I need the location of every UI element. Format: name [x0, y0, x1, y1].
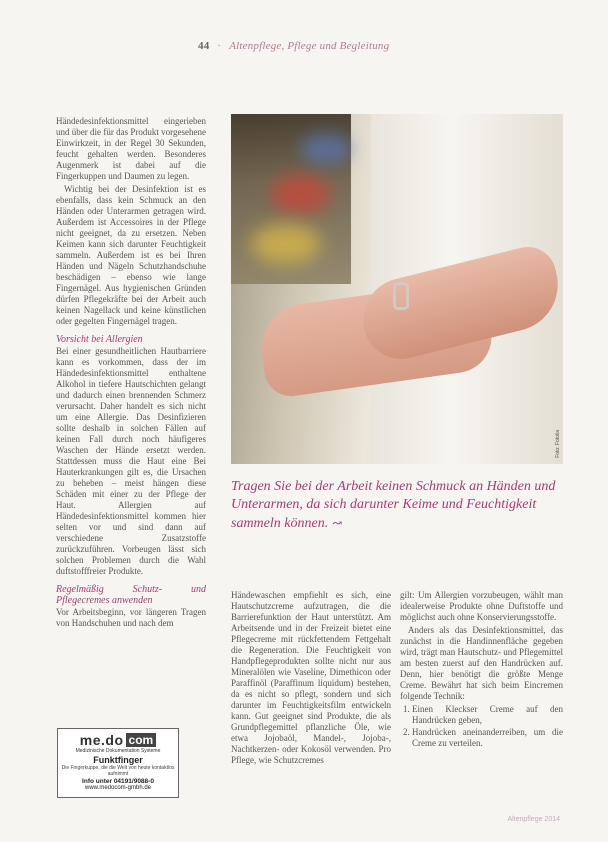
paragraph: Vor Arbeitsbeginn, vor längeren Tragen von Handschuhen und nach dem [56, 607, 206, 628]
list-item: 2. Handrücken aneinanderreiben, um die Creme zu verteilen. [412, 727, 563, 749]
left-column [56, 116, 206, 631]
ad-description: Die Fingerkuppe, die die Welt von heute kontaktlos aufnimmt [61, 765, 175, 777]
ring-icon [393, 282, 409, 310]
page-footer: Altenpflege 2014 [507, 816, 560, 823]
ad-product: Funktfinger [93, 755, 143, 765]
header-separator: · [217, 40, 222, 52]
ad-logo-left: me.do [79, 732, 124, 748]
ad-phone: Info unter 04191/9088-0 [82, 778, 154, 785]
photo-credit: Foto: Fotolia [555, 430, 561, 458]
paragraph: Anders als das Desinfektionsmittel, das zunächst in die Handinnenfläche gegeben wird, trägt man Hautschutz- und Pflegemittel am besten zuerst auf den Handrücken auf. Denn, hier benötigt die größte Menge Creme. Bewährt hat sich beim Eincremen folgende Technik: [400, 625, 563, 701]
advertisement[interactable] [57, 728, 179, 798]
paragraph: Händedesinfektionsmittel eingerieben und über die für das Produkt vorgesehene Einwirkzeit, in der Regel 30 Sekunden, feucht gehalten werden. Besonderes Augenmerk ist dabei auf die Fingerkuppen und Daumen zu legen. [56, 116, 206, 181]
paragraph: Bei einer gesundheitlichen Hautbarriere kann es vorkommen, dass der im Händedesinfektionsmittel enthaltene Alkohol in tiefere Hautschichten gelangt und dadurch einen brennenden Schmerz verursacht. Daher handelt es sich nicht um eine Allergie. Das Desinfizieren sollte deshalb in solchen Fällen auf keinen Fall durch noch häufigeres Waschen der Hände ersetzt werden. Stattdessen muss die Haut eine Bei Hauterkrankungen gilt es, die Ursachen zu beheben – meist hängen diese Schäden mit einer zu der Pflege der Haut. Allergien auf Händedesinfektionsmittel kommen hier selten vor und sind dann auf verschiedene Zusatzstoffe zurückzuführen. Vorbeugen lässt sich solchen Problemen durch die Wahl duftstofffreier Produkte. [56, 346, 206, 576]
hands-photo [231, 114, 563, 464]
subheading-allergies: Vorsicht bei Allergien [56, 334, 143, 345]
photo-blur-blue [301, 134, 351, 164]
technique-steps [400, 704, 563, 749]
subheading-skin-care: Regelmäßig Schutz- und Pflegecremes anwenden [56, 584, 206, 606]
list-item: 1. Einen Kleckser Creme auf den Handrücken geben, [412, 704, 563, 726]
ad-logo-right: com [126, 733, 157, 747]
squiggle-icon: ↝ [332, 516, 343, 530]
paragraph: gilt: Um Allergien vorzubeugen, wählt man idealerweise Produkte ohne Duftstoffe und möglichst auch ohne Konservierungsstoffe. [400, 590, 563, 622]
pull-quote-text: Tragen Sie bei der Arbeit keinen Schmuck an Händen und Unterarmen, da sich darunter Keime und Feuchtigkeit sammeln können. [231, 479, 556, 531]
ad-logo [58, 732, 178, 748]
ad-tagline: Medizinische Dokumentation Systeme [75, 748, 161, 754]
page-number: 44 [198, 40, 210, 52]
paragraph: Wichtig bei der Desinfektion ist es ebenfalls, dass kein Schmuck an den Händen oder Unterarmen getragen wird. Außerdem ist Accessoires in der Pflege nicht geeignet, da zu ersetzen. Neben Keimen kann sich darunter Feuchtigkeit sammeln. Außerdem ist es bei Ihren Händen und Nägeln Schutzhandschuhe beschädigen – ebenso wie lange Fingernägel. Aus hygienischen Gründen dürfen Pflegekräfte bei der Arbeit auch keinen Nagellack und keine künstlichen oder gegelten Fingernägel tragen. [56, 184, 206, 326]
pull-quote [231, 478, 561, 533]
right-column [400, 590, 563, 750]
paragraph: Händewaschen empfiehlt es sich, eine Hautschutzcreme aufzutragen, die die Barrierefunktion der Haut unterstützt. Am Arbeitsende und in der Freizeit bietet eine Pflegecreme mit rückfettendem Fettgehalt die Regeneration. Die Feuchtigkeit von Handpflegeprodukten sollte nicht nur aus Mineralölen wie Vaseline, Dimethicon oder Paraffinöl (Paraffinum liquidum) bestehen, da es nicht so pflegt, sondern und sich darunter im Feuchtigkeitsfilm entwickeln kann. Gut geeignet sind Produkte, die als Grundpflegemittel pflanzliche Öle, wie etwa Jojobaöl, Mandel-, Jojoba-, Nachtkerzen- oder Kokosöl verwenden. Pro Pflege, wie Schutzcremes [231, 590, 391, 765]
middle-column [231, 590, 391, 768]
ad-url[interactable]: www.medocom-gmbh.de [84, 785, 152, 791]
photo-blur-red [271, 174, 331, 214]
header-title: Altenpflege, Pflege und Begleitung [229, 40, 390, 52]
page-header [198, 40, 389, 52]
photo-blur-yellow [251, 224, 321, 264]
